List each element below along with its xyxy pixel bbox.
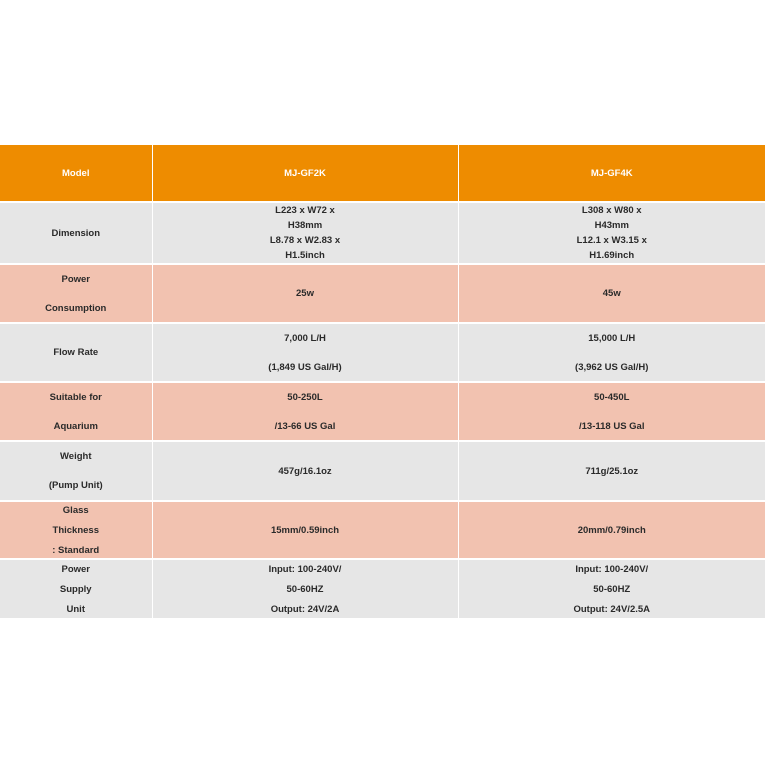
value-cell-gf2k <box>152 323 458 382</box>
row-label: Dimension <box>51 227 101 239</box>
cell-line: L308 x W80 x <box>581 205 642 216</box>
cell-line: /13-118 US Gal <box>579 420 645 432</box>
row-label: : Standard <box>52 544 100 556</box>
cell-line: 50-250L <box>287 391 323 403</box>
cell-line: L223 x W72 x <box>275 205 335 216</box>
cell-line: 20mm/0.79inch <box>577 524 646 536</box>
row-label: Glass <box>62 504 89 516</box>
value-cell-gf2k <box>152 559 458 619</box>
cell-line: H1.69inch <box>589 250 635 261</box>
header-model-gf2k: MJ-GF2K <box>152 145 458 202</box>
row-label: Power <box>61 563 90 575</box>
cell-line: 711g/25.1oz <box>585 465 639 477</box>
cell-line: 15,000 L/H <box>588 332 636 344</box>
cell-line: Output: 24V/2.5A <box>573 603 651 615</box>
header-model-label: Model <box>0 145 152 202</box>
row-label: Suitable for <box>49 391 102 403</box>
value-cell-gf4k <box>458 202 765 264</box>
value-cell-gf4k <box>458 559 765 619</box>
label-cell <box>0 202 152 264</box>
row-label: Supply <box>59 583 92 595</box>
value-cell-gf2k <box>152 264 458 323</box>
cell-line: (1,849 US Gal/H) <box>268 361 342 373</box>
cell-line: L8.78 x W2.83 x <box>269 235 341 246</box>
label-cell <box>0 382 152 441</box>
cell-line: L12.1 x W3.15 x <box>576 235 647 246</box>
cell-line: (3,962 US Gal/H) <box>575 361 649 373</box>
row-label: (Pump Unit) <box>48 480 103 491</box>
row-suitable-for-aquarium <box>0 382 765 441</box>
cell-line: 50-450L <box>594 391 630 403</box>
row-flow-rate <box>0 323 765 382</box>
cell-line: 50-60HZ <box>286 583 324 595</box>
cell-line: 45w <box>602 288 621 299</box>
cell-line: Input: 100-240V/ <box>268 563 342 575</box>
value-cell-gf4k <box>458 323 765 382</box>
row-label: Power <box>61 273 90 285</box>
cell-line: H43mm <box>594 220 629 231</box>
value-cell-gf2k <box>152 202 458 264</box>
label-cell <box>0 264 152 323</box>
spec-table <box>0 145 765 620</box>
value-cell-gf2k <box>152 501 458 559</box>
value-cell-gf4k <box>458 501 765 559</box>
value-cell-gf2k <box>152 382 458 441</box>
label-cell <box>0 501 152 559</box>
row-label: Consumption <box>45 302 107 314</box>
row-weight <box>0 441 765 501</box>
cell-line: 7,000 L/H <box>284 332 326 344</box>
cell-line: Input: 100-240V/ <box>575 563 649 575</box>
row-label: Unit <box>66 603 85 615</box>
cell-line: 15mm/0.59inch <box>270 524 340 536</box>
cell-line: /13-66 US Gal <box>274 420 336 432</box>
value-cell-gf4k <box>458 441 765 501</box>
row-dimension <box>0 202 765 264</box>
header-row <box>0 145 765 202</box>
label-cell <box>0 441 152 501</box>
cell-line: 457g/16.1oz <box>278 465 332 477</box>
row-label: Thickness <box>52 524 99 536</box>
row-glass-thickness <box>0 501 765 559</box>
row-label: Weight <box>60 451 92 462</box>
row-label: Flow Rate <box>53 347 99 358</box>
row-label: Aquarium <box>53 420 98 432</box>
value-cell-gf4k <box>458 382 765 441</box>
row-power-supply-unit <box>0 559 765 619</box>
value-cell-gf4k <box>458 264 765 323</box>
label-cell <box>0 323 152 382</box>
header-model-gf4k: MJ-GF4K <box>458 145 765 202</box>
cell-line: 50-60HZ <box>593 583 631 595</box>
value-cell-gf2k <box>152 441 458 501</box>
label-cell <box>0 559 152 619</box>
row-power-consumption <box>0 264 765 323</box>
cell-line: H38mm <box>287 220 323 231</box>
cell-line: H1.5inch <box>285 250 325 261</box>
cell-line: 25w <box>296 288 314 299</box>
cell-line: Output: 24V/2A <box>270 603 340 615</box>
